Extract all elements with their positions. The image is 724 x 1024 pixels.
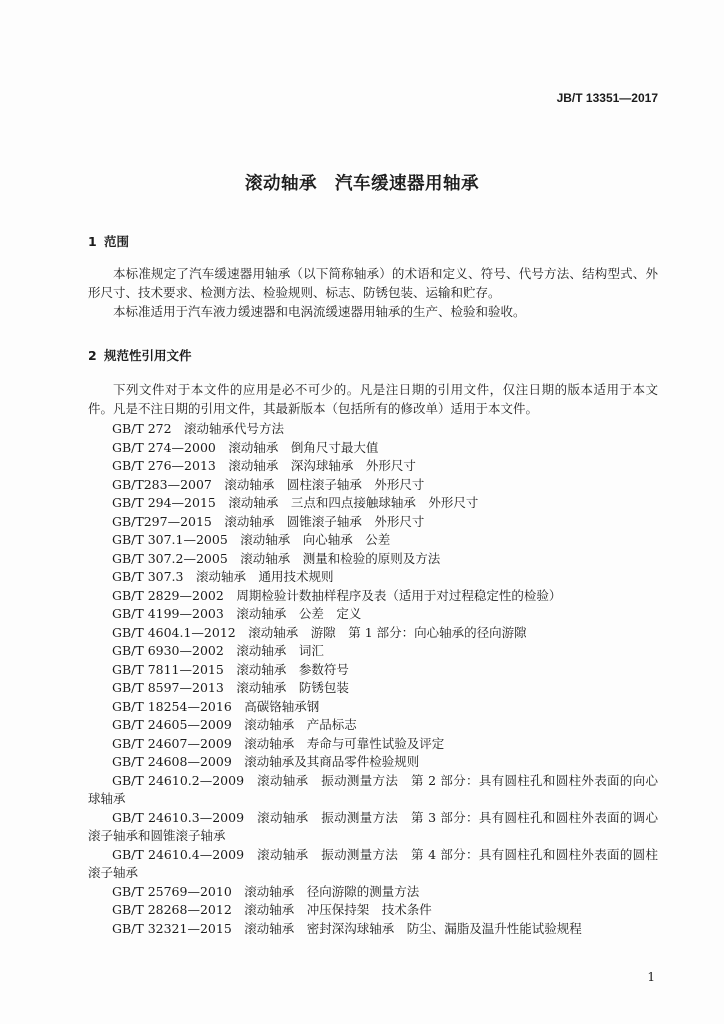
- reference-item: GB/T 18254—2016 高碳铬轴承钢: [112, 698, 320, 714]
- reference-item: GB/T 6930—2002 滚动轴承 词汇: [112, 643, 324, 658]
- section-2-heading: [88, 346, 192, 364]
- reference-item: GB/T 28268—2012 滚动轴承 冲压保持架 技术条件: [112, 902, 432, 917]
- reference-item: GB/T 4199—2003 滚动轴承 公差 定义: [112, 606, 362, 621]
- reference-item: GB/T 2829—2002 周期检验计数抽样程序及表（适用于对过程稳定性的检验）: [112, 587, 562, 603]
- reference-item: GB/T 24607—2009 滚动轴承 寿命与可靠性试验及评定: [112, 735, 445, 751]
- reference-item: GB/T 8597—2013 滚动轴承 防锈包装: [112, 680, 349, 695]
- reference-item: GB/T283—2007 滚动轴承 圆柱滚子轴承 外形尺寸: [112, 476, 425, 492]
- section-2-number: 2: [88, 348, 97, 363]
- section-1-heading: [88, 232, 129, 250]
- reference-item: GB/T 7811—2015 滚动轴承 参数符号: [112, 661, 349, 677]
- reference-item: GB/T 24608—2009 滚动轴承及其商品零件检验规则: [112, 754, 420, 769]
- standard-number: JB/T 13351—2017: [556, 91, 658, 105]
- reference-item: GB/T 24605—2009 滚动轴承 产品标志: [112, 717, 357, 732]
- reference-item: GB/T 294—2015 滚动轴承 三点和四点接触球轴承 外形尺寸: [112, 495, 479, 510]
- section-1-title: 范围: [104, 234, 130, 249]
- reference-item: GB/T 25769—2010 滚动轴承 径向游隙的测量方法: [112, 883, 420, 899]
- section-1-paragraph: 本标准规定了汽车缓速器用轴承（以下简称轴承）的术语和定义、符号、代号方法、结构型式、外形尺寸、技术要求、检测方法、检验规则、标志、防锈包装、运输和贮存。: [88, 266, 658, 300]
- reference-item: GB/T 307.3 滚动轴承 通用技术规则: [112, 569, 334, 584]
- reference-item: GB/T 276—2013 滚动轴承 深沟球轴承 外形尺寸: [112, 458, 416, 473]
- section-1-number: 1: [88, 234, 97, 249]
- section-1-paragraph: 本标准适用于汽车液力缓速器和电涡流缓速器用轴承的生产、检验和验收。: [113, 304, 526, 319]
- reference-item: GB/T 307.2—2005 滚动轴承 测量和检验的原则及方法: [112, 550, 441, 566]
- reference-item: GB/T 24610.2—2009 滚动轴承 振动测量方法 第 2 部分：具有圆柱孔和圆柱外表面的向心球轴承: [88, 772, 658, 806]
- reference-item: GB/T 24610.3—2009 滚动轴承 振动测量方法 第 3 部分：具有圆柱孔和圆柱外表面的调心滚子轴承和圆锥滚子轴承: [88, 809, 658, 843]
- reference-item: GB/T297—2015 滚动轴承 圆锥滚子轴承 外形尺寸: [112, 513, 425, 529]
- reference-item: GB/T 32321—2015 滚动轴承 密封深沟球轴承 防尘、漏脂及温升性能试验规程: [112, 920, 582, 936]
- document-title: 滚动轴承 汽车缓速器用轴承: [245, 174, 479, 194]
- section-2-intro: 下列文件对于本文件的应用是必不可少的。凡是注日期的引用文件，仅注日期的版本适用于本文件。凡是不注日期的引用文件，其最新版本（包括所有的修改单）适用于本文件。: [88, 382, 658, 416]
- reference-item: GB/T 272 滚动轴承代号方法: [112, 421, 285, 436]
- reference-list: [88, 420, 658, 938]
- page-number: 1: [647, 970, 655, 984]
- section-2-title: 规范性引用文件: [104, 348, 192, 363]
- reference-item: GB/T 24610.4—2009 滚动轴承 振动测量方法 第 4 部分：具有圆柱孔和圆柱外表面的圆柱滚子轴承: [88, 846, 658, 880]
- reference-item: GB/T 307.1—2005 滚动轴承 向心轴承 公差: [112, 532, 391, 547]
- reference-item: GB/T 274—2000 滚动轴承 倒角尺寸最大值: [112, 439, 379, 455]
- reference-item: GB/T 4604.1—2012 滚动轴承 游隙 第 1 部分：向心轴承的径向游隙: [112, 624, 527, 640]
